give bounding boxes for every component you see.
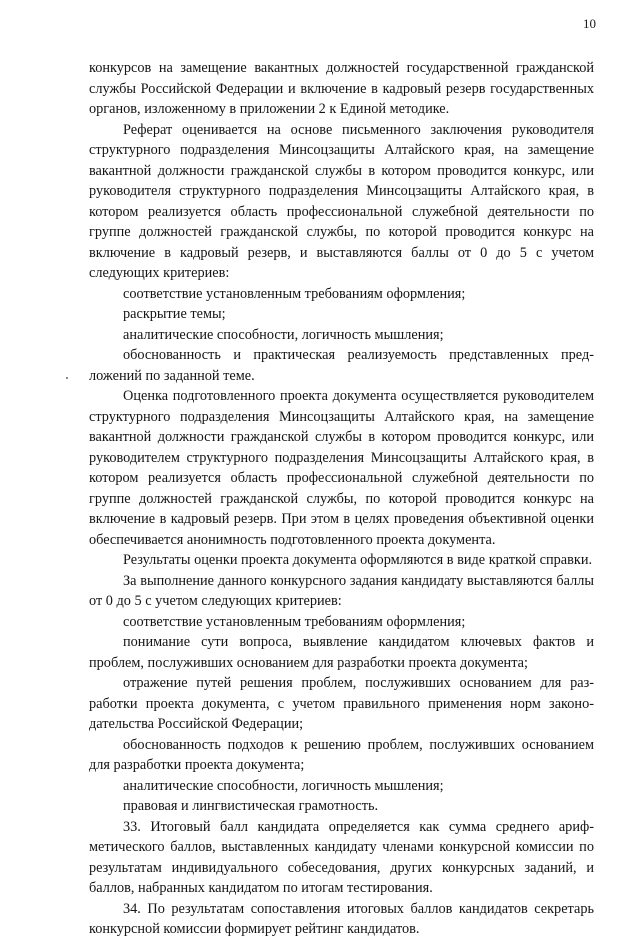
criterion-item: соответствие установленным требованиям оформления;	[123, 285, 466, 302]
criterion-item: раскрытие темы;	[123, 306, 226, 322]
paragraph-clause-33: 33. Итоговый балл кандидата определяется как сумма среднего арифметического баллов, выставленных кандидату членами конкурсной комиссии по результатам индивидуального собеседования, других конкурсных заданий, и баллов, набранных кандидатом по итогам тестирования.	[89, 818, 594, 896]
criterion-item: обоснованность подходов к решению проблем, послуживших основанием для разработки проекта документа;	[89, 736, 594, 773]
paragraph-scoring-intro: За выполнение данного конкурсного задания кандидату выставляются баллы от 0 до 5 с учетом следующих критериев:	[89, 572, 594, 609]
paragraph-evaluation-results: Результаты оценки проекта документа оформляются в виде краткой справки.	[123, 552, 593, 568]
criterion-item: понимание сути вопроса, выявление кандидатом ключевых фактов и проблем, послуживших основанием для разработки проекта документа;	[89, 634, 594, 671]
criterion-item: обоснованность и практическая реализуемость представленных предложений по заданной теме.	[89, 347, 594, 384]
page-number: 10	[583, 16, 596, 31]
criterion-item: аналитические способности, логичность мышления;	[123, 777, 444, 794]
criterion-item: отражение путей решения проблем, послуживших основанием для разработки проекта документа, с учетом правильного применения норм законодательства Российской Федерации;	[89, 675, 594, 732]
paragraph-continuation: конкурсов на замещение вакантных должностей государственной гражданской службы Российской Федерации и включение в кадровый резерв государственных органов, изложенному в приложении 2 к Единой методике.	[89, 60, 594, 117]
paragraph-draft-document-evaluation: Оценка подготовленного проекта документа осуществляется руководителем структурного подразделения Минсоцзащиты Алтайского края, на замещение вакантной должности гражданской службы в котором проводится конкурс, или руководителем структурного подразделения Минсоцзащиты Алтайского края, в котором реализуется область профессиональной служебной деятельности по группе должностей гражданской службы, по которой проводится конкурс на включение в кадровый резерв. При этом в целях проведения объективной оценки обеспечивается анонимность подготовленного проекта документа.	[89, 388, 594, 548]
document-body	[89, 58, 594, 940]
scan-speck	[66, 377, 68, 379]
criterion-item: соответствие установленным требованиям оформления;	[123, 613, 466, 630]
paragraph-clause-34: 34. По результатам сопоставления итоговых баллов кандидатов секретарь конкурсной комиссии формирует рейтинг кандидатов.	[89, 900, 594, 937]
criterion-item: правовая и лингвистическая грамотность.	[123, 798, 379, 814]
criterion-item: аналитические способности, логичность мышления;	[123, 326, 444, 343]
paragraph-abstract-evaluation: Реферат оценивается на основе письменного заключения руководителя структурного подразделения Минсоцзащиты Алтайского края, на замещение вакантной должности гражданской службы в котором проводится конкурс, или руководителя структурного подразделения Минсоцзащиты Алтайского края, в котором реализуется область профессиональной служебной деятельности по группе должностей гражданской службы, по которой проводится конкурс на включение в кадровый резерв, и выставляются баллы от 0 до 5 с учетом следующих критериев:	[89, 121, 594, 281]
